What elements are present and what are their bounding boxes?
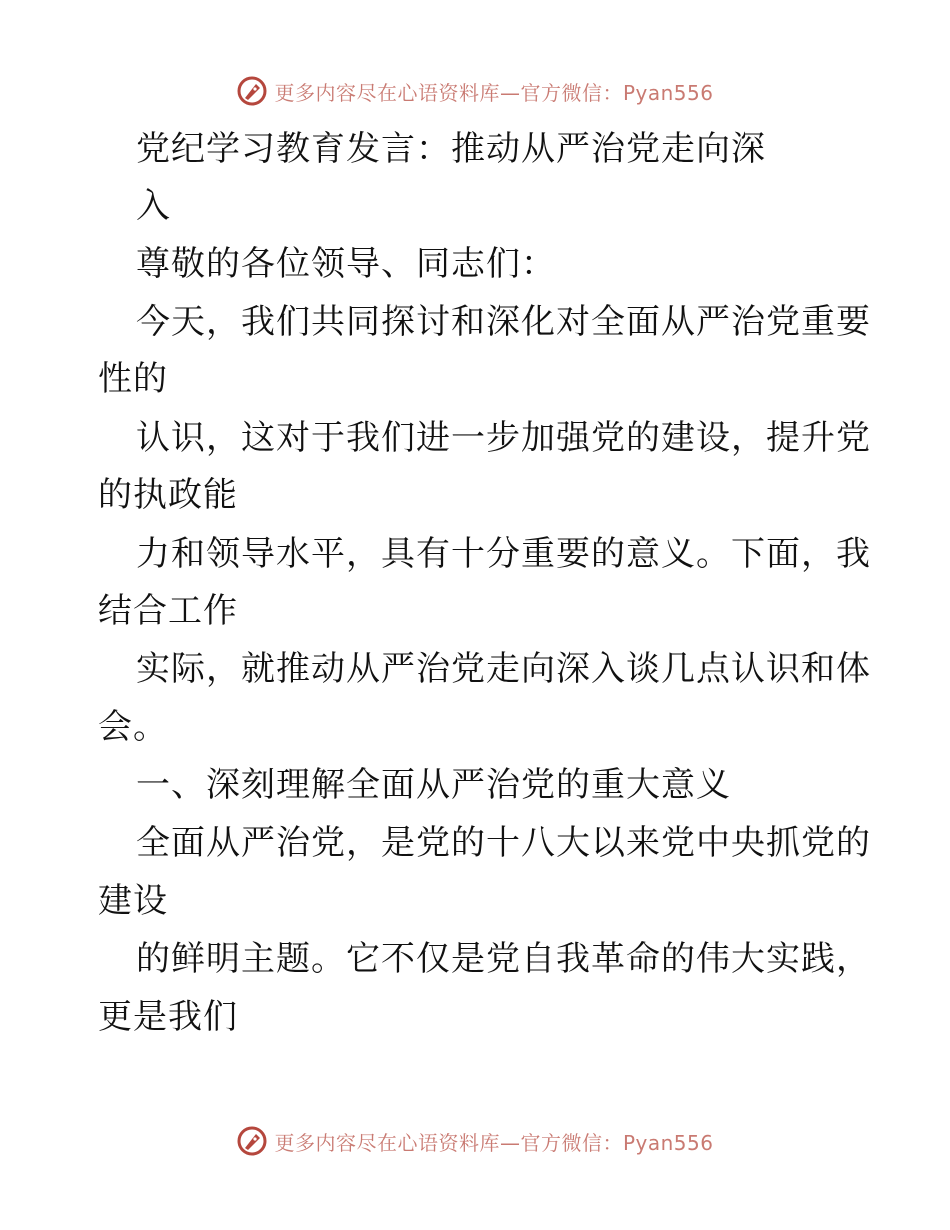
paragraph-line: 结合工作 <box>98 591 238 631</box>
document-title-line-1: 党纪学习教育发言：推动从严治党走向深 <box>136 129 766 169</box>
paragraph-line: 性的 <box>98 359 168 399</box>
salutation: 尊敬的各位领导、同志们： <box>136 244 556 284</box>
paragraph-line: 更是我们 <box>98 997 238 1037</box>
paragraph-line: 的执政能 <box>98 475 238 515</box>
pen-nib-circle-icon <box>236 1125 268 1157</box>
paragraph-line: 的鲜明主题。它不仅是党自我革命的伟大实践， <box>136 939 871 979</box>
paragraph-line: 今天，我们共同探讨和深化对全面从严治党重要 <box>136 302 871 342</box>
watermark-text: 更多内容尽在心语资料库—官方微信：Pyan556 <box>274 1130 714 1155</box>
paragraph-line: 建设 <box>98 881 168 921</box>
paragraph-line: 力和领导水平，具有十分重要的意义。下面，我 <box>136 534 871 574</box>
paragraph-line: 认识，这对于我们进一步加强党的建设，提升党 <box>136 418 871 458</box>
section-heading: 一、深刻理解全面从严治党的重大意义 <box>136 765 731 805</box>
paragraph-line: 全面从严治党，是党的十八大以来党中央抓党的 <box>136 823 871 863</box>
watermark-text: 更多内容尽在心语资料库—官方微信：Pyan556 <box>274 80 714 105</box>
paragraph-line: 实际，就推动从严治党走向深入谈几点认识和体 <box>136 649 871 689</box>
paragraph-line: 会。 <box>98 707 168 747</box>
document-title-line-2: 入 <box>136 186 171 226</box>
footer-watermark <box>0 1121 950 1161</box>
